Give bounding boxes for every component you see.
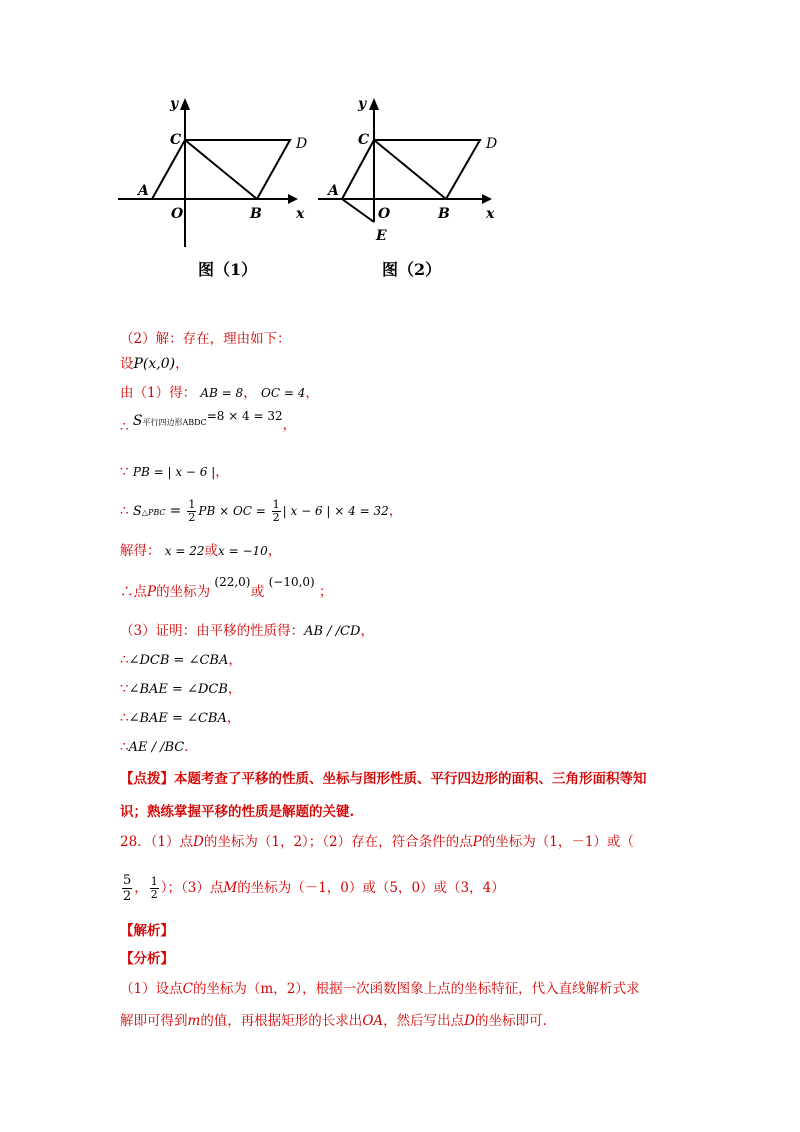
q28-m: M	[223, 880, 238, 896]
p2-area-sub: 平行四边形ABDC	[142, 418, 207, 427]
fraction-one-half	[150, 876, 159, 901]
p2-set-post: ，	[175, 356, 189, 372]
p2-area-line	[120, 409, 297, 435]
q28-line-1	[120, 833, 634, 851]
p2-pb-math: PB = | x − 6 |	[132, 465, 216, 479]
p2-solve-m2: x = −10	[218, 544, 268, 558]
fraction-half	[187, 499, 196, 524]
a2-mid2: ，然后写出点	[383, 1013, 465, 1029]
label-b: B	[250, 206, 262, 222]
p3-comma: ，	[227, 681, 242, 697]
fraction-half	[272, 499, 281, 524]
p3-m4: AE / /BC	[128, 740, 185, 755]
q28-d: D	[193, 834, 204, 850]
p2-coord-v2: (−10,0)	[268, 575, 315, 589]
p3-m2: ∠BAE = ∠DCB	[128, 682, 228, 697]
p2-intro: （2）解：存在，理由如下：	[120, 331, 291, 347]
p3-line-1	[120, 651, 242, 670]
fraction-num: 1	[272, 498, 280, 511]
p3-intro-line	[120, 622, 374, 641]
therefore-symbol: ∴	[120, 503, 129, 519]
p3-line-2	[120, 680, 241, 699]
p2-solve-or: 或	[204, 543, 219, 559]
p3-intro-comma: ，	[360, 623, 374, 639]
fraction-five-halves	[122, 873, 132, 904]
p2-coord-p: P	[147, 584, 157, 600]
p2-tri-line	[120, 496, 402, 528]
p2-set-line	[120, 355, 189, 373]
label-c: C	[170, 132, 182, 148]
fraction-den: 2	[188, 511, 196, 524]
p2-tri-sub: △PBC	[141, 508, 166, 517]
p2-tri-mid: PB × OC =	[198, 504, 270, 518]
fraction-den: 2	[272, 511, 280, 524]
fraction-den: 2	[123, 889, 132, 904]
q28-d-text: ）；（3）点	[160, 880, 224, 896]
a2-pre: 解即可得到	[120, 1013, 188, 1029]
p3-line-4	[120, 738, 198, 757]
segment-cb	[374, 140, 446, 199]
label-c: C	[358, 132, 370, 148]
because-symbol: ∵	[120, 464, 129, 480]
fenxi-heading: 【分析】	[120, 951, 174, 967]
a2-oa: OA	[362, 1013, 384, 1029]
p2-from-post: ，	[305, 385, 319, 401]
q28-line-2	[120, 870, 505, 906]
p2-coord-or: 或	[250, 584, 265, 600]
p2-from-math2: OC = 4	[261, 386, 306, 400]
q28-c: 的坐标为（1，－1）或（	[481, 834, 634, 850]
note-line-1: 【点拨】本题考查了平移的性质、坐标与图形性质、平行四边形的面积、三角形面积等知	[120, 771, 647, 787]
therefore-symbol: ∴	[120, 652, 129, 668]
p2-tri-end: | x − 6 | × 4 = 32	[282, 504, 389, 518]
note-line-2: 识；熟练掌握平移的性质是解题的关键.	[120, 804, 355, 820]
figure-1	[118, 92, 328, 287]
p2-solve-comma: ，	[267, 543, 282, 559]
therefore-symbol: ∴	[120, 739, 129, 755]
p2-from-sep: ，	[243, 385, 257, 401]
p3-m3: ∠BAE = ∠CBA	[128, 711, 227, 726]
a1-pre: （1）设点	[120, 981, 183, 997]
q28-p: P	[472, 834, 482, 850]
p3-m0: AB / /CD	[304, 624, 361, 639]
p3-comma: ，	[228, 652, 242, 668]
x-axis-arrow	[288, 194, 298, 204]
q28-e: 的坐标为（－1，0）或（5，0）或（3，4）	[237, 880, 505, 896]
a2-mid: 的值，再根据矩形的长求出	[200, 1013, 363, 1029]
p2-from-math1: AB = 8	[200, 386, 244, 400]
label-x: x	[296, 206, 305, 222]
p2-area-eq: =8 × 4 = 32	[206, 409, 283, 423]
a2-d: D	[464, 1013, 475, 1029]
p2-coord-mid: 的坐标为	[156, 584, 211, 600]
q28-a: 28．（1）点	[120, 834, 194, 850]
p2-set-pre: 设	[120, 356, 134, 372]
label-y: y	[170, 96, 179, 112]
a1-mid: 的坐标为（m，2），根据一次函数图象上点的坐标特征，代入直线解析式求	[192, 981, 640, 997]
label-o: O	[378, 206, 391, 222]
p2-pb-comma: ，	[215, 464, 229, 480]
x-axis-arrow	[482, 194, 492, 204]
y-axis-arrow	[180, 98, 190, 110]
q28-comma: ，	[134, 880, 148, 896]
therefore-symbol: ∴	[120, 710, 129, 726]
analysis-line-1	[120, 980, 640, 998]
label-d: D	[486, 136, 498, 152]
p3-period: ．	[184, 739, 198, 755]
p2-area-comma: ，	[282, 417, 297, 433]
fraction-num: 5	[123, 873, 132, 888]
jiexi-heading: 【解析】	[120, 923, 174, 939]
therefore-symbol: ∴	[120, 419, 129, 435]
p2-coord-line	[120, 575, 333, 601]
p2-from-line	[120, 384, 319, 402]
p2-coord-v1: (22,0)	[214, 575, 251, 589]
label-o: O	[171, 206, 184, 222]
figure-1-caption: 图（1）	[198, 260, 258, 279]
p2-from-pre: 由（1）得：	[120, 385, 197, 401]
p3-comma: ，	[226, 710, 241, 726]
q28-b: 的坐标为（1，2）；（2）存在，符合条件的点	[203, 834, 473, 850]
because-symbol: ∵	[120, 681, 129, 697]
figure-2-caption: 图（2）	[382, 260, 442, 279]
segment-cb	[185, 140, 257, 199]
a1-c: C	[182, 981, 193, 997]
label-b: B	[438, 206, 450, 222]
p2-solve-pre: 解得：	[120, 543, 161, 559]
p3-line-3	[120, 709, 240, 728]
segment-ae	[342, 199, 374, 222]
y-axis-arrow	[369, 98, 379, 110]
p2-pb-line	[120, 463, 229, 481]
analysis-line-2	[120, 1012, 547, 1030]
p3-intro: （3）证明：由平移的性质得：	[120, 623, 305, 639]
label-x: x	[486, 206, 495, 222]
p3-m1: ∠DCB = ∠CBA	[128, 653, 229, 668]
label-e: E	[376, 228, 387, 244]
label-y: y	[358, 96, 367, 112]
label-d: D	[296, 136, 308, 152]
p2-tri-s: S	[132, 504, 142, 519]
figure-2	[316, 92, 506, 287]
a2-m: m	[187, 1013, 201, 1029]
p2-tri-eq1: =	[165, 503, 186, 519]
fraction-den: 2	[150, 888, 158, 901]
p2-set-math: P(x,0)	[133, 356, 176, 372]
p2-area-s: S	[132, 413, 143, 429]
p2-solve-m1: x = 22	[164, 544, 205, 558]
a2-end: 的坐标即可.	[474, 1013, 547, 1029]
p2-tri-comma: ，	[388, 503, 403, 519]
label-a: A	[138, 183, 149, 199]
p2-solve-line	[120, 542, 281, 560]
fraction-num: 1	[188, 498, 196, 511]
label-a: A	[328, 183, 339, 199]
fraction-num: 1	[150, 875, 158, 888]
p2-coord-end: ；	[319, 584, 333, 600]
p2-coord-pre: ∴点	[120, 584, 147, 600]
